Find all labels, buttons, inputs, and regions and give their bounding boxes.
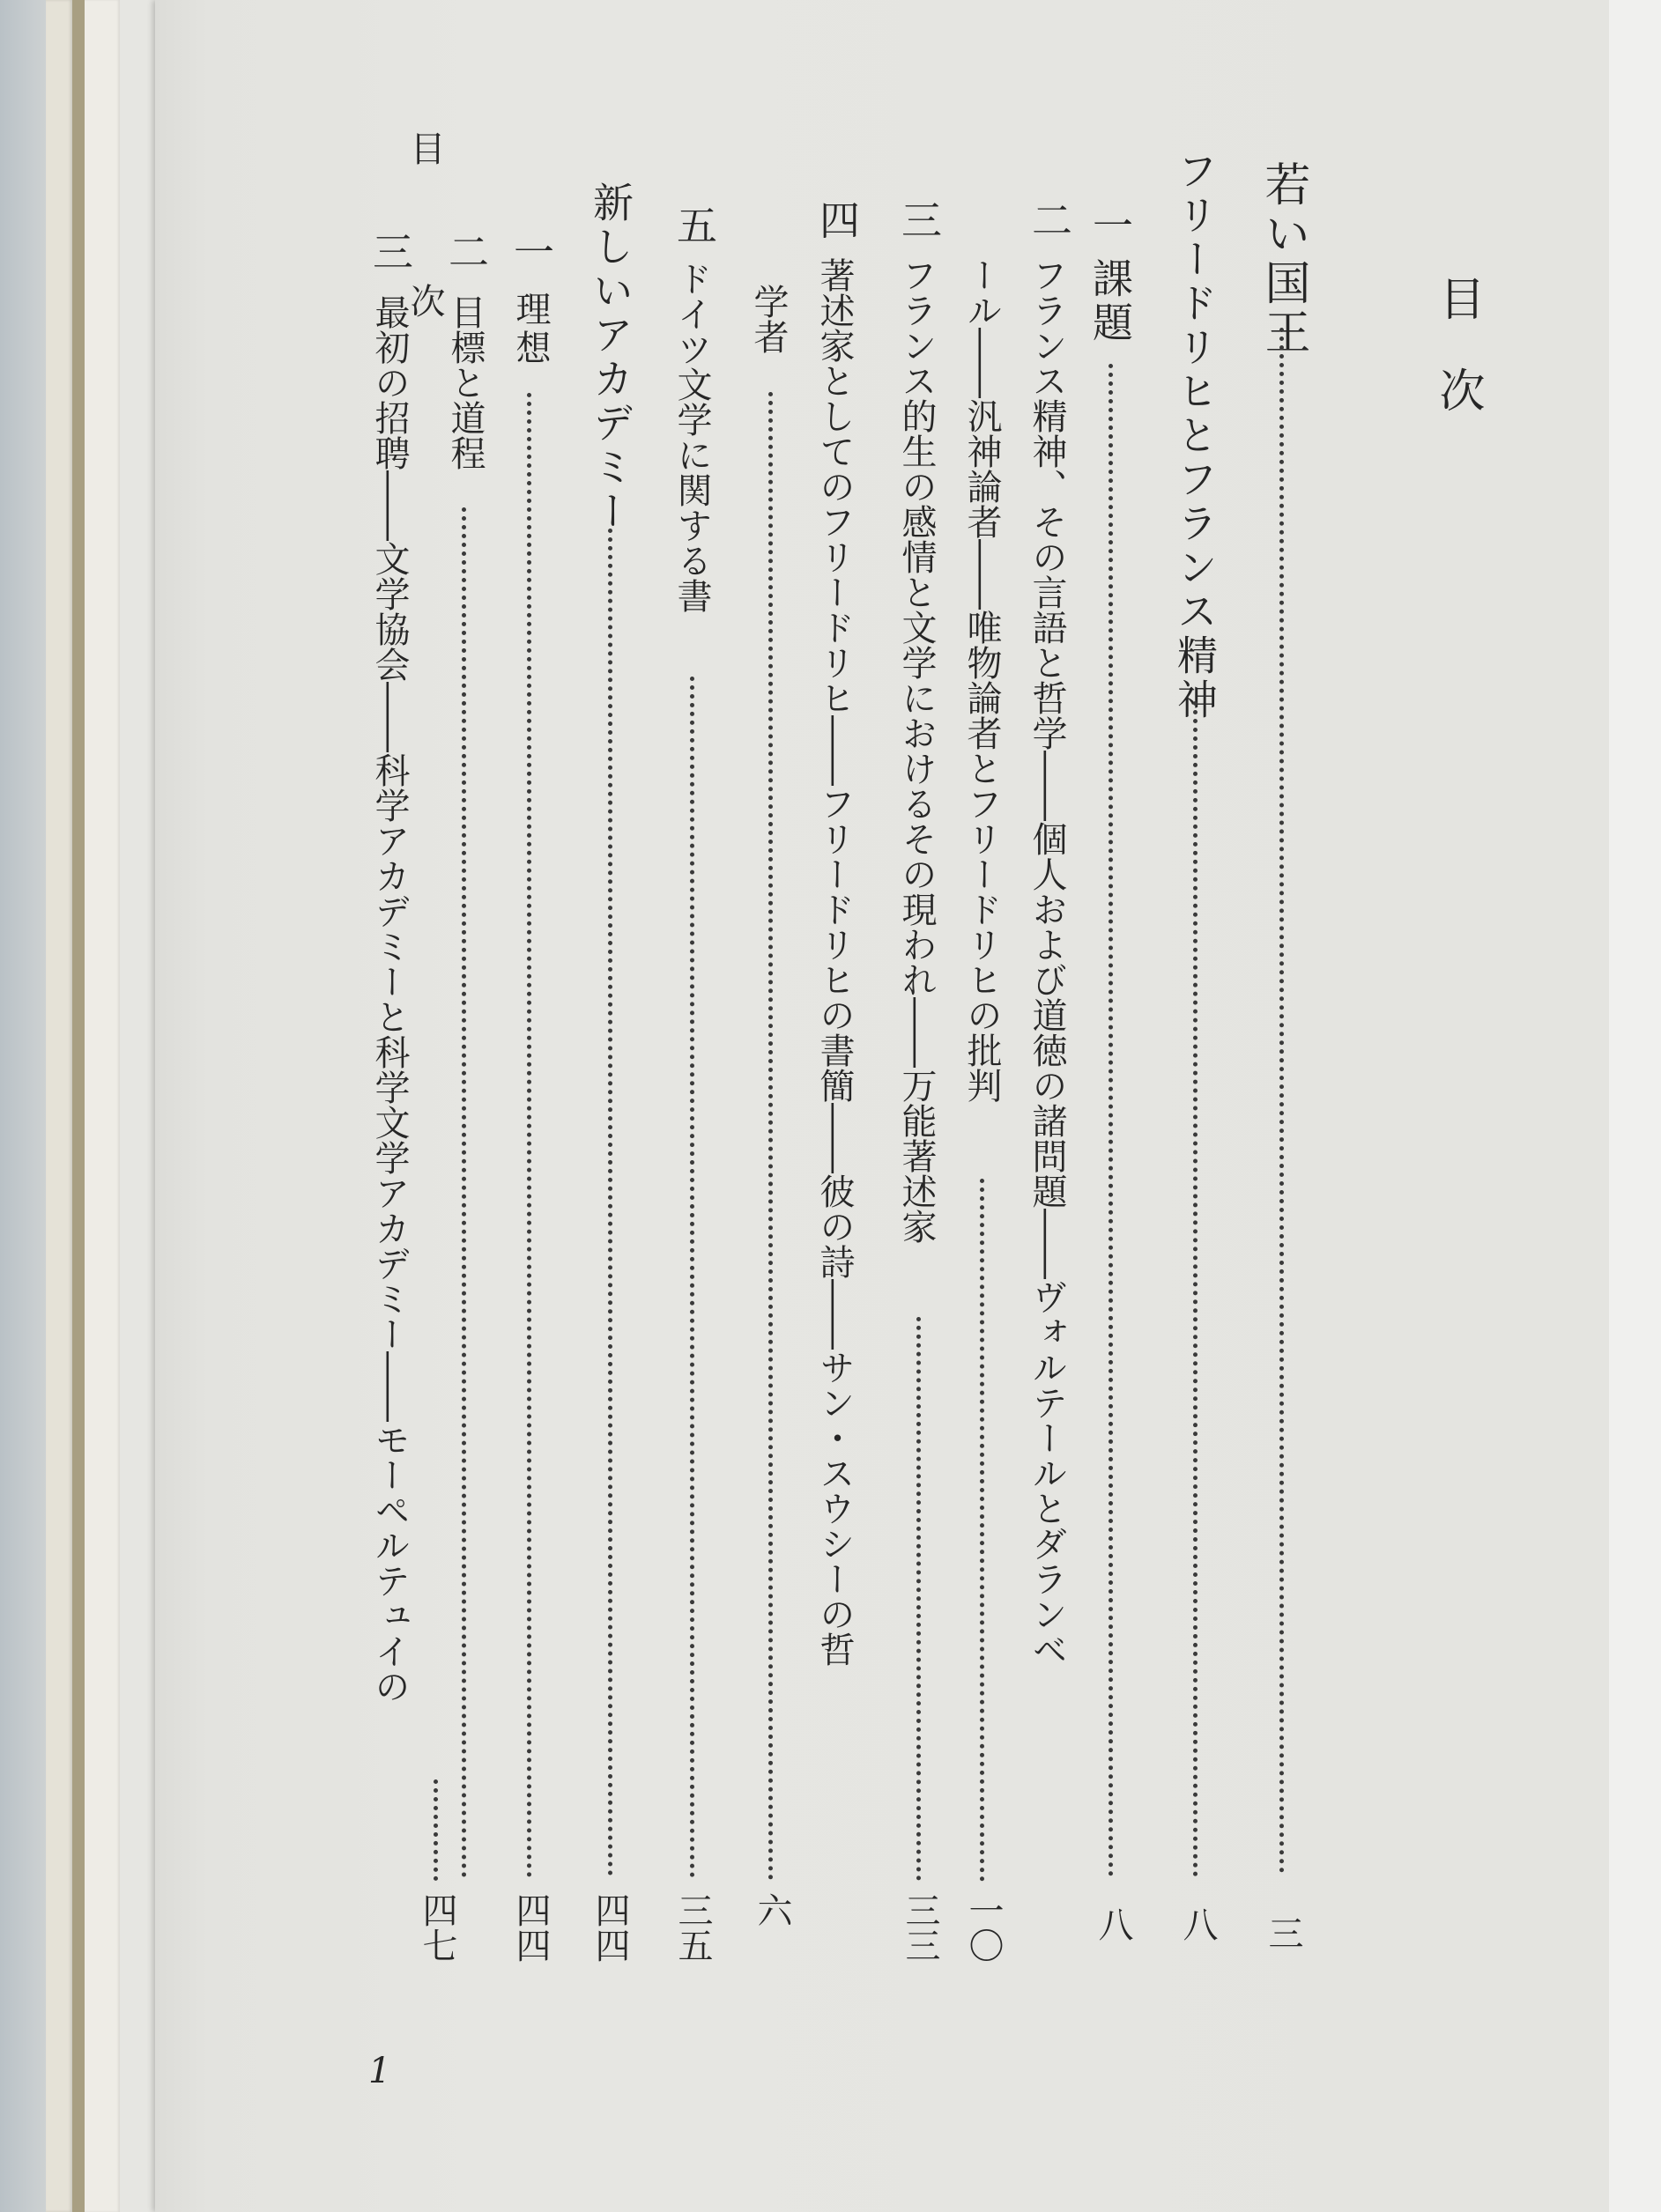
toc-entry-label: フリードリヒとフランス精神: [1171, 150, 1219, 722]
toc-entry-page: 六: [752, 1892, 792, 1927]
toc-entry-page: 四七: [417, 1892, 457, 1963]
toc-entry-number: 三: [367, 231, 414, 271]
toc-entry-label: ドイツ文学に関する書: [671, 261, 712, 613]
page-stack-edge: [85, 0, 120, 2212]
toc-entry-continuation: ール――汎神論者――唯物論者とフリードリヒの批判: [961, 257, 1002, 1103]
toc-entry-number: 一: [508, 231, 555, 271]
toc-entry-label: フランス的生の感情と文学におけるその現われ――万能著述家: [896, 257, 937, 1244]
toc-entry-label: 若い国王: [1257, 160, 1309, 358]
dot-leader: [1109, 364, 1113, 1877]
toc-entry-label: 新しいアカデミー: [587, 181, 634, 534]
dot-leader: [980, 1179, 984, 1882]
toc-entry-page: 三三: [900, 1892, 940, 1963]
page-stack-edge: [72, 0, 85, 2212]
dot-leader: [608, 529, 612, 1876]
toc-entry-label: 目標と道程: [445, 294, 486, 470]
toc-entry-continuation: 学者: [748, 284, 789, 354]
toc-entry-label: 理想: [510, 291, 551, 368]
toc-entry-page: 八: [1093, 1906, 1133, 1942]
toc-entry-number: 三: [895, 199, 943, 240]
toc-entry-label: 課題: [1086, 257, 1134, 345]
toc-entry-number: 一: [1086, 204, 1134, 245]
toc-entry-page: 八: [1177, 1906, 1218, 1942]
dot-leader: [527, 393, 531, 1878]
toc-entry-page: 三五: [672, 1892, 713, 1963]
toc-entry-number: 二: [1026, 199, 1073, 240]
toc-entry-label: 最初の招聘――文学協会――科学アカデミーと科学文学アカデミー――モーペルテュイの: [369, 294, 410, 1704]
dot-leader: [916, 1317, 921, 1881]
running-header: 目 次: [404, 130, 445, 371]
toc-entry-label: 著述家としてのフリードリヒ――フリードリヒの書簡――彼の詩――サン・スウシーの哲: [814, 257, 855, 1667]
dot-leader: [462, 507, 466, 1878]
toc-entry-number: 二: [442, 231, 490, 271]
toc-entry-page: 四四: [510, 1892, 551, 1963]
page-number: 1: [368, 2051, 391, 2091]
right-background: [1609, 0, 1661, 2212]
toc-entry-number: 五: [671, 204, 718, 245]
dot-leader: [690, 677, 694, 1878]
dot-leader: [434, 1779, 438, 1881]
toc-entry-page: 三: [1263, 1915, 1303, 1950]
toc-entry-page: 四四: [590, 1892, 630, 1963]
toc-entry-label: フランス精神、その言語と哲学――個人および道徳の諸問題――ヴォルテールとダランベ: [1027, 257, 1067, 1667]
toc-entry-number: 四: [813, 199, 861, 240]
dot-leader: [1193, 701, 1198, 1877]
toc-title: 目次: [1431, 275, 1484, 458]
dot-leader: [768, 392, 773, 1881]
page-stack-edge: [46, 0, 72, 2212]
page-stack-edge: [120, 0, 155, 2212]
dot-leader: [1279, 328, 1284, 1874]
toc-entry-page: 一〇: [963, 1892, 1004, 1963]
